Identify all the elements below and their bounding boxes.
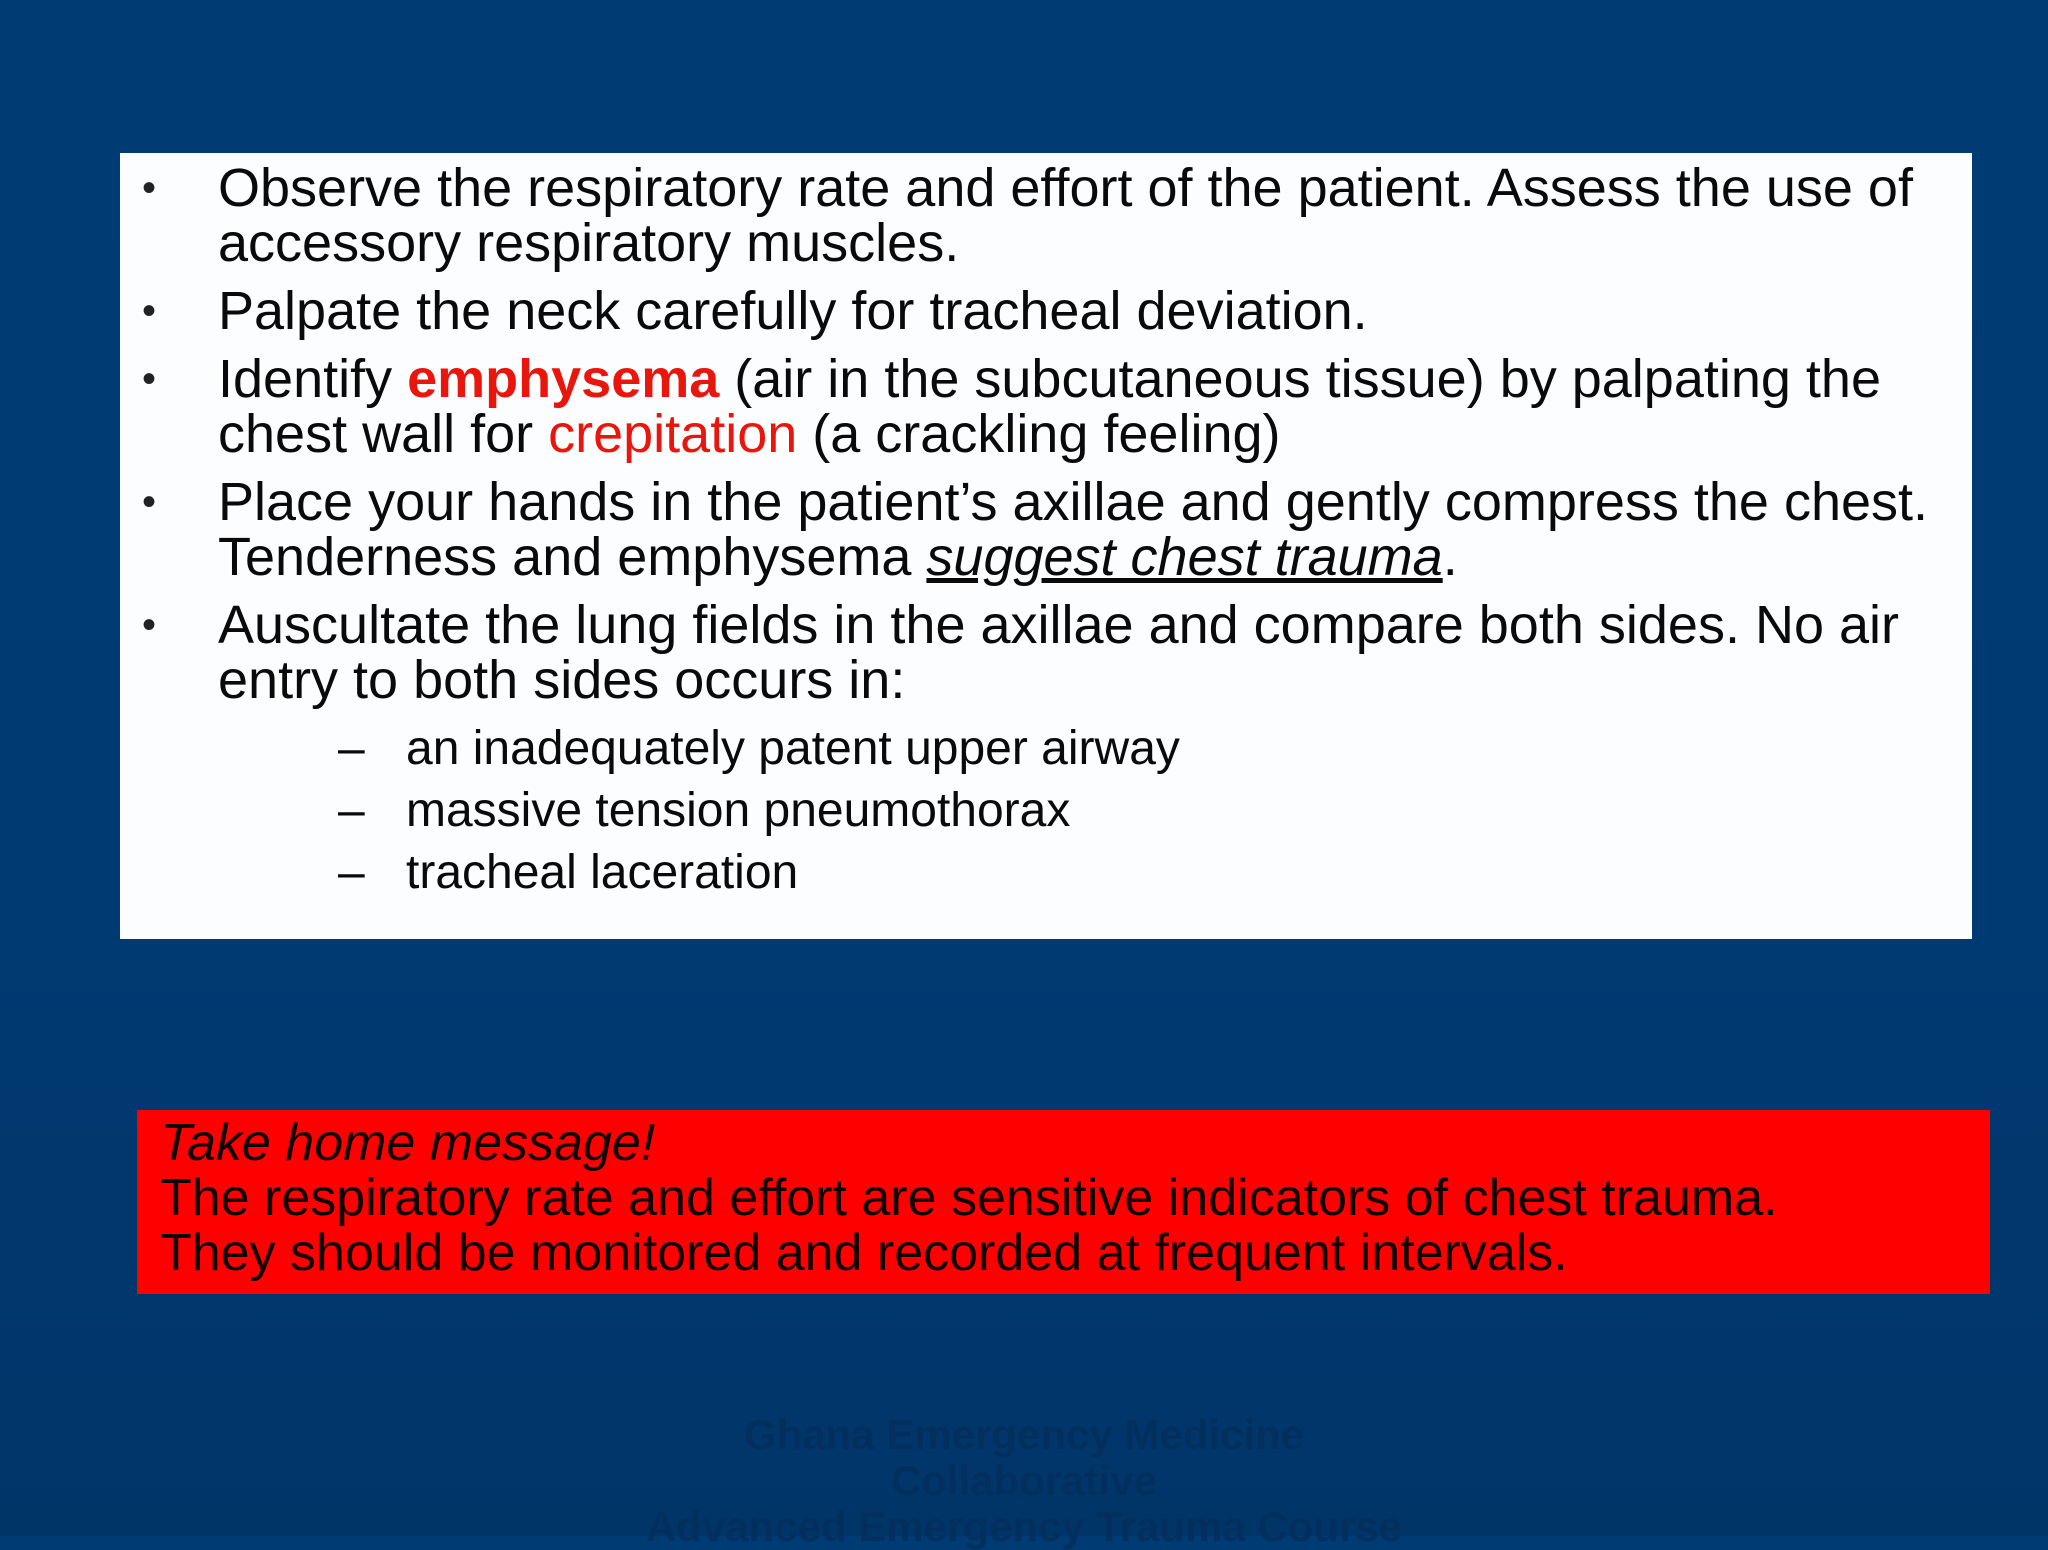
bullet-item [120,158,1972,273]
bullet-item [120,472,1972,587]
suggest-chest-trauma-emphasis: suggest chest trauma [926,527,1443,587]
sub-item [218,718,1952,780]
sub-item [218,842,1952,904]
bullet-dot-icon: • [142,603,157,647]
sub-item [218,780,1952,842]
bullet-dot-icon: • [142,289,157,333]
sub-item-text: an inadequately patent upper airway [406,722,1180,775]
bullet-text-post: . [1442,527,1458,587]
bullet-text-pre: Identify [218,349,408,409]
emphysema-highlight: emphysema [407,349,720,409]
sub-item-text: tracheal laceration [406,846,799,899]
bullet-dot-icon: • [142,480,157,524]
dash-icon: – [338,846,365,899]
footer-line-3: Advanced Emergency Trauma Course [645,1503,1403,1550]
bullet-text: Observe the respiratory rate and effort of the patient. Assess the use of accessory respiratory muscles. [218,158,1913,273]
slide-footer [574,1412,1474,1550]
message-title: Take home message! [160,1114,656,1172]
bullet-text: Auscultate the lung fields in the axillae and compare both sides. No air entry to both sides occurs in: [218,595,1899,710]
bullet-item [120,349,1972,464]
bullet-dot-icon: • [142,166,157,210]
message-line-1: The respiratory rate and effort are sensitive indicators of chest trauma. [160,1169,1778,1227]
bullet-text-mid: (air in the subcutaneous tissue) by palpating the chest wall for [218,349,1881,464]
dash-icon: – [338,784,365,837]
crepitation-highlight: crepitation [548,404,798,464]
sub-item-text: massive tension pneumothorax [406,784,1071,837]
bullet-item [120,281,1972,341]
bullet-item [120,595,1972,904]
bullet-text-post: (a crackling feeling) [797,404,1281,464]
bullet-dot-icon: • [142,357,157,401]
sub-list [218,718,1952,904]
dash-icon: – [338,722,365,775]
message-line-2: They should be monitored and recorded at frequent intervals. [160,1224,1568,1282]
bullet-text: Palpate the neck carefully for tracheal deviation. [218,281,1368,341]
footer-line-2: Collaborative [890,1457,1158,1504]
bullet-list [120,158,1972,917]
bullet-content-box [120,153,1972,939]
bullet-text-pre: Place your hands in the patient’s axillae and gently compress the chest. Tenderness and emphysema [218,472,1929,587]
take-home-message-box [137,1110,1990,1294]
footer-line-1: Ghana Emergency Medicine [743,1411,1305,1458]
